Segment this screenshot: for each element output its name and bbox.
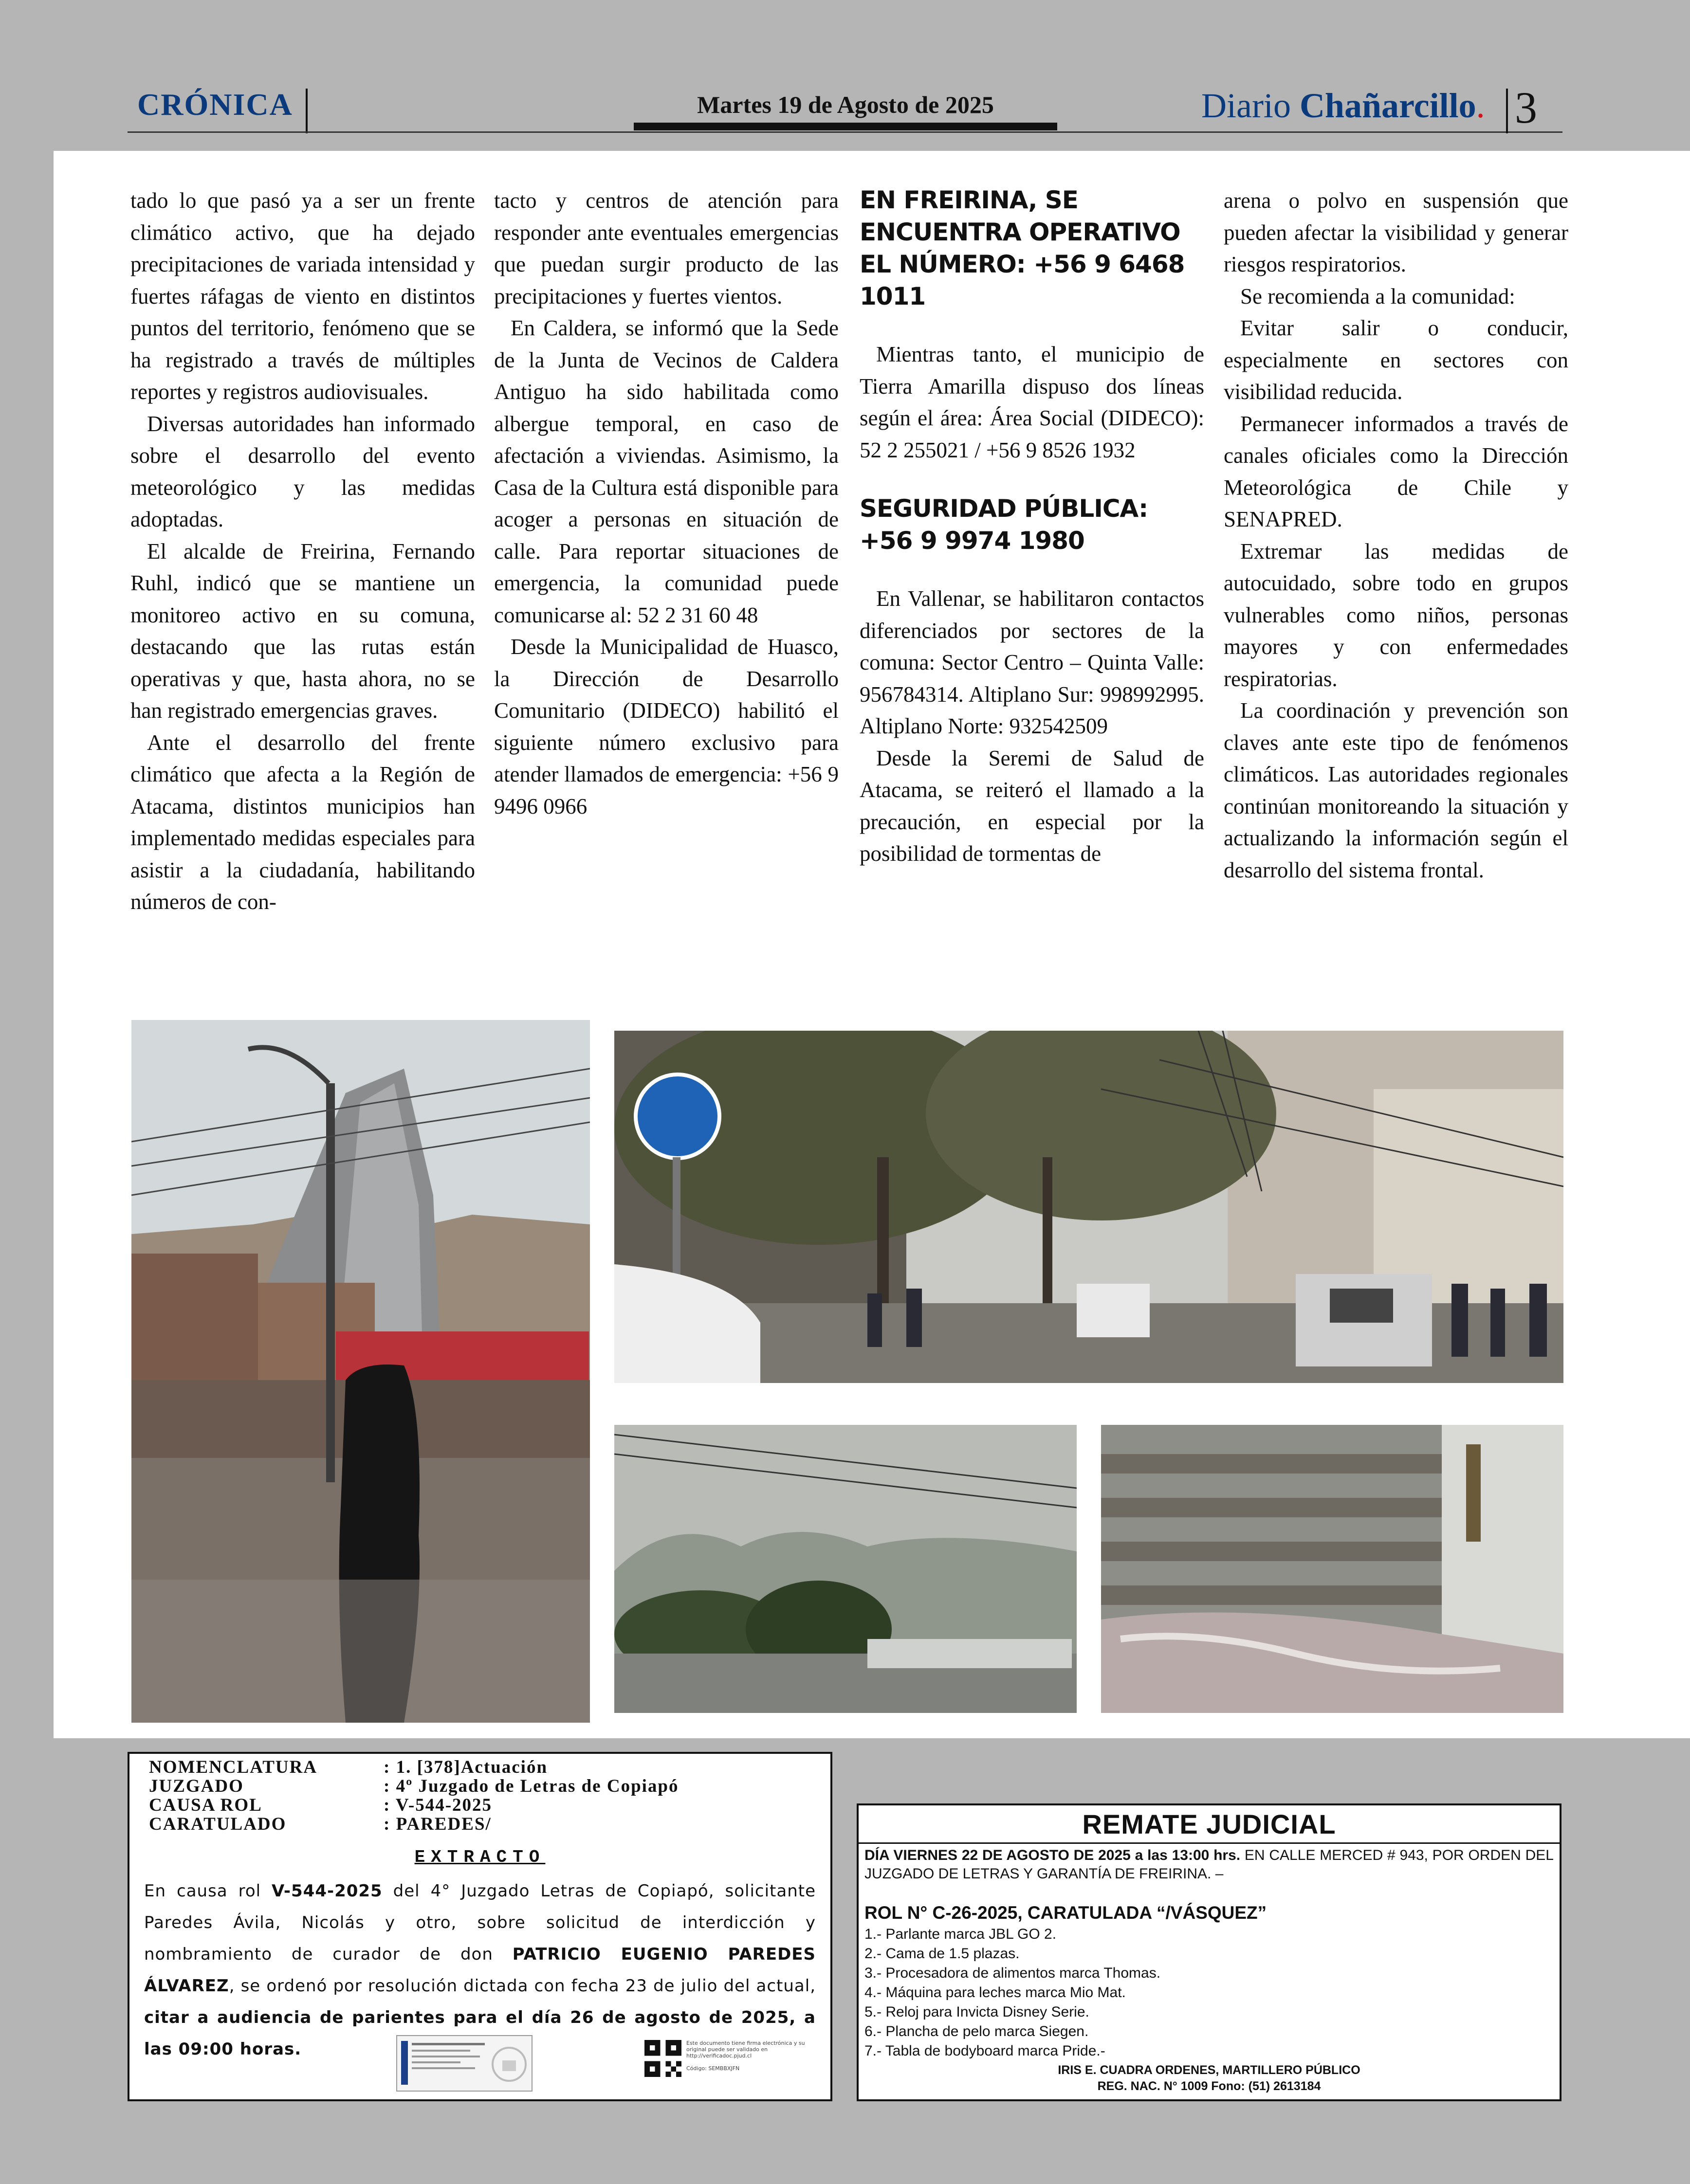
list-item: 1.- Parlante marca JBL GO 2. <box>864 1926 1057 1942</box>
article-paragraph: tacto y centros de atención para responder ante eventuales emergencias que puedan surgir producto de las precipitaciones y fuertes vientos. <box>494 188 839 309</box>
article-column-1 <box>130 185 475 918</box>
article-paragraph: Extremar las medidas de autocuidado, sobre todo en grupos vulnerables como niños, personas mayores y con enfermedades respiratorias. <box>1224 539 1568 691</box>
header-divider <box>306 89 308 133</box>
article-column-2 <box>494 185 839 822</box>
article-paragraph: Desde la Municipalidad de Huasco, la Dirección de Desarrollo Comunitario (DIDECO) habilitó el siguiente número exclusivo para atender llamados de emergencia: +56 9 9496 0966 <box>494 635 839 819</box>
article-paragraph: Se recomienda a la comunidad: <box>1240 284 1515 309</box>
list-item: 7.- Tabla de bodyboard marca Pride.- <box>864 2043 1105 2059</box>
article-paragraph: Ante el desarrollo del frente climático que afecta a la Región de Atacama, distintos municipios han implementado medidas especiales para asistir a la ciudadanía, habilitando números de con- <box>130 730 475 914</box>
remate-title: REMATE JUDICIAL <box>1082 1809 1336 1839</box>
list-item: 6.- Plancha de pelo marca Siegen. <box>864 2023 1089 2039</box>
metadata-row: CARATULADO : PAREDES/ <box>149 1814 492 1834</box>
security-number-heading: SEGURIDAD PÚBLICA: +56 9 9974 1980 <box>860 494 1148 555</box>
metadata-row: JUZGADO : 4º Juzgado de Letras de Copiapó <box>149 1776 679 1796</box>
list-item: 4.- Máquina para leches marca Mio Mat. <box>864 1984 1126 2001</box>
list-item: 5.- Reloj para Invicta Disney Serie. <box>864 2004 1089 2020</box>
paper-name-prefix: Diario <box>1201 86 1300 125</box>
remate-intro: DÍA VIERNES 22 DE AGOSTO DE 2025 a las 13:00 hrs. EN CALLE MERCED # 943, POR ORDEN DEL JUZGADO DE LETRAS Y GARANTÍA DE FREIRINA. – <box>864 1847 1554 1882</box>
title-rule <box>859 1842 1560 1844</box>
article-paragraph: El alcalde de Freirina, Fernando Ruhl, indicó que se mantiene un monitoreo activo en su comuna, destacando que las rutas están operativas y que, hasta ahora, no se han registrado emergencias graves. <box>130 539 475 723</box>
article-paragraph: Evitar salir o conducir, especialmente en sectores con visibilidad reducida. <box>1224 316 1568 404</box>
electronic-signature-stamp <box>396 2035 533 2092</box>
auction-item-list <box>864 1925 1160 2061</box>
section-title: CRÓNICA <box>137 87 293 122</box>
emergency-number-heading: EN FREIRINA, SE ENCUENTRA OPERATIVO EL NÚMERO: +56 9 6468 1011 <box>860 186 1185 310</box>
metadata-row: NOMENCLATURA : 1. [378]Actuación <box>149 1757 548 1777</box>
article-paragraph: Mientras tanto, el municipio de Tierra Amarilla dispuso dos líneas según el área: Área Social (DIDECO): 52 2 255021 / +56 9 8526 1932 <box>860 342 1204 462</box>
article-paragraph: Desde la Seremi de Salud de Atacama, se reiteró el llamado a la precaución, en especial por la posibilidad de tormentas de <box>860 746 1204 866</box>
article-paragraph: En Vallenar, se habilitaron contactos diferenciados por sectores de la comuna: Sector Centro – Quinta Valle: 956784314. Altiplano Sur: 998992995. Altiplano Norte: 932542509 <box>860 586 1204 738</box>
article-paragraph: Permanecer informados a través de canales oficiales como la Dirección Meteorológica de Chile y SENAPRED. <box>1224 411 1568 531</box>
article-paragraph: arena o polvo en suspensión que pueden afectar la visibilidad y generar riesgos respiratorios. <box>1224 188 1568 276</box>
article-paragraph: Diversas autoridades han informado sobre el desarrollo del evento meteorológico y las medidas adoptadas. <box>130 411 475 531</box>
article-column-3 <box>860 185 1204 870</box>
extracto-title: EXTRACTO <box>414 1847 546 1867</box>
extracto-body: En causa rol V-544-2025 del 4° Juzgado Letras de Copiapó, solicitante Paredes Ávila, Nicolás y otro, sobre solicitud de interdicción y nombramiento de curador de don PATRICIO EUGENIO PAREDES ÁLVAREZ, se ordenó por resolución dictada con fecha 23 de julio del actual, citar a audiencia de parientes para el día 26 de agosto de 2025, a las 09:00 horas. <box>144 1881 816 2059</box>
header-divider <box>1506 89 1508 133</box>
issue-date: Martes 19 de Agosto de 2025 <box>697 91 994 118</box>
list-item: 3.- Procesadora de alimentos marca Thomas. <box>864 1965 1161 1981</box>
legal-notice-remate <box>857 1803 1561 2101</box>
auctioneer-info: IRIS E. CUADRA ORDENES, MARTILLERO PÚBLICO REG. NAC. N° 1009 Fono: (51) 2613184 <box>1058 2063 1360 2093</box>
metadata-row: CAUSA ROL : V-544-2025 <box>149 1795 493 1815</box>
case-metadata <box>149 1758 679 1834</box>
qr-code-icon <box>644 2040 681 2077</box>
date-underline-bar <box>634 123 1057 130</box>
validation-note: Este documento tiene firma electrónica y su original puede ser validado en http://verificadoc.pjud.cl Código: SEMBBXJFN <box>686 2040 805 2072</box>
list-item: 2.- Cama de 1.5 plazas. <box>864 1946 1020 1962</box>
article-paragraph: En Caldera, se informó que la Sede de la Junta de Vecinos de Caldera Antiguo ha sido habilitada como albergue temporal, en caso de afectación a viviendas. Asimismo, la Casa de la Cultura está disponible para acoger a personas en situación de calle. Para reportar situaciones de emergencia, la comunidad puede comunicarse al: 52 2 31 60 48 <box>494 316 839 627</box>
paper-name-dot: . <box>1476 86 1485 125</box>
article-paragraph: La coordinación y prevención son claves ante este tipo de fenómenos climáticos. Las autoridades regionales continúan monitoreando la situación y actualizando la información según el desarrollo del sistema frontal. <box>1224 698 1568 882</box>
article-paragraph: tado lo que pasó ya a ser un frente climático activo, que ha dejado precipitaciones de variada intensidad y fuertes ráfagas de viento en distintos puntos del territorio, fenómeno que se ha registrado a través de múltiples reportes y registros audiovisuales. <box>130 188 475 404</box>
remate-case-rol: ROL N° C-26-2025, CARATULADA “/VÁSQUEZ” <box>864 1903 1267 1923</box>
photo-damaged-structure <box>131 1020 590 1723</box>
paper-name-bold: Chañarcillo <box>1299 86 1476 125</box>
page-number: 3 <box>1515 83 1537 132</box>
legal-notice-extracto <box>128 1752 832 2101</box>
photo-flooded-stairs <box>1101 1425 1563 1713</box>
header-rule <box>128 131 1562 133</box>
newspaper-name <box>1201 86 1485 126</box>
photo-street-scene <box>614 1031 1563 1383</box>
article-column-4 <box>1224 185 1568 886</box>
photo-dust-hills <box>614 1425 1077 1713</box>
